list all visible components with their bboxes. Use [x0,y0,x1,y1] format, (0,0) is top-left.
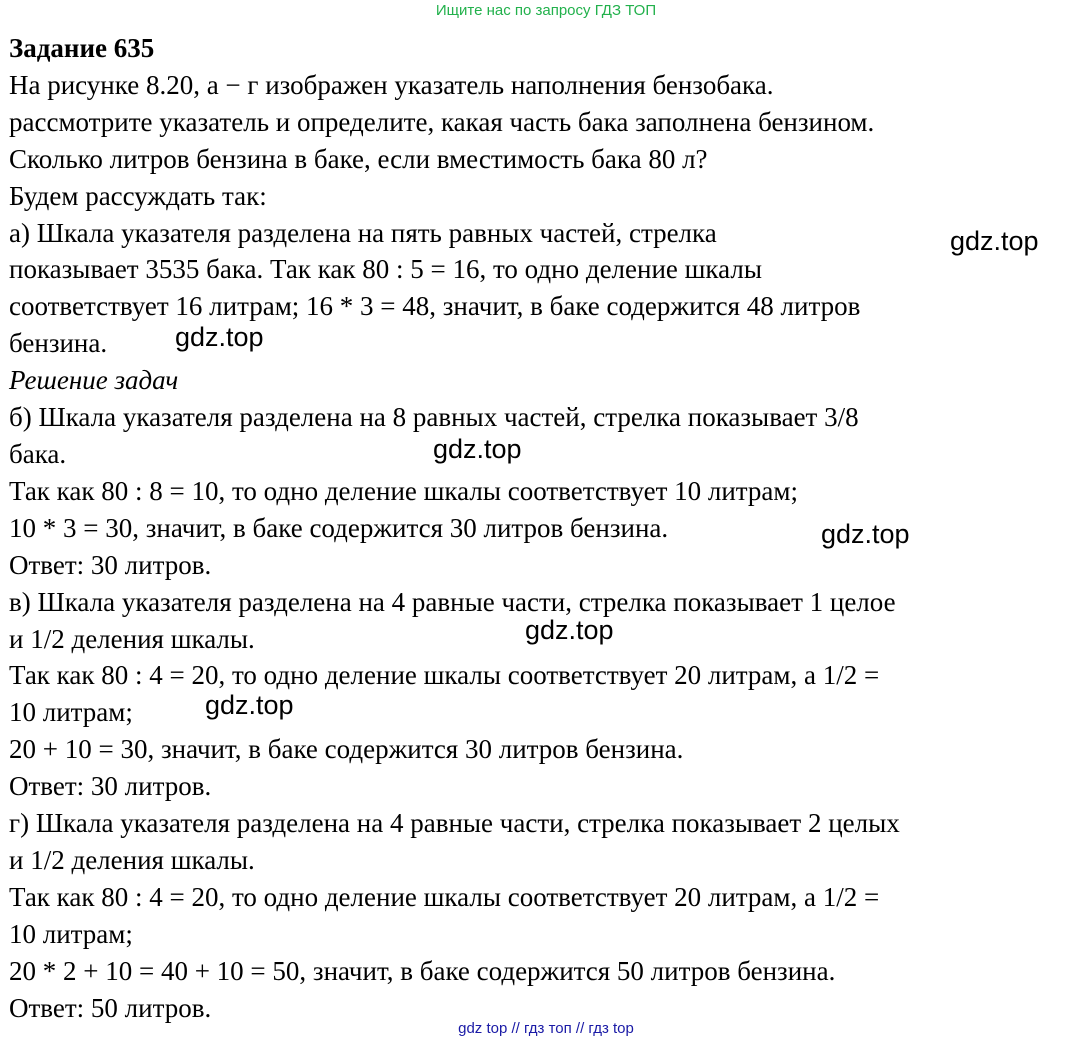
watermark: gdz.top [821,519,910,549]
search-hint-link[interactable]: Ищите нас по запросу ГДЗ ТОП [435,2,657,19]
text-line: 20 * 2 + 10 = 40 + 10 = 50, значит, в баке содержится 50 литров бензина. [9,955,836,986]
text-line: рассмотрите указатель и определите, какая часть бака заполнена бензином. [9,106,875,137]
text-line: бака. [9,438,67,469]
text-line: На рисунке 8.20, а − г изображен указатель наполнения бензобака. [9,69,774,100]
text-line: Будем рассуждать так: [9,180,267,211]
footer-links[interactable]: gdz top // гдз топ // гдз top [458,1020,634,1037]
answer-line: Ответ: 30 литров. [9,549,212,580]
text-line: Сколько литров бензина в баке, если вместимость бака 80 л? [9,143,708,174]
text-line: в) Шкала указателя разделена на 4 равные части, стрелка показывает 1 целое [9,586,896,617]
text-line: показывает 3535 бака. Так как 80 : 5 = 16, то одно деление шкалы [9,254,762,285]
text-line: Так как 80 : 4 = 20, то одно деление шкалы соответствует 20 литрам, а 1/2 = [9,660,880,691]
answer-line: Ответ: 50 литров. [9,992,212,1023]
section-subtitle: Решение задач [9,365,179,396]
text-line: б) Шкала указателя разделена на 8 равных частей, стрелка показывает 3/8 [9,402,859,433]
text-line: Так как 80 : 8 = 10, то одно деление шкалы соответствует 10 литрам; [9,475,798,506]
text-line: 10 литрам; [9,697,133,728]
text-line: и 1/2 деления шкалы. [9,844,255,875]
text-line: 20 + 10 = 30, значит, в баке содержится 30 литров бензина. [9,734,684,765]
task-title: Задание 635 [9,33,155,63]
watermark: gdz.top [175,322,264,352]
task-document [9,30,1085,1026]
watermark: gdz.top [205,690,294,720]
answer-line: Ответ: 30 литров. [9,771,212,802]
text-line: и 1/2 деления шкалы. [9,623,255,654]
text-line: г) Шкала указателя разделена на 4 равные части, стрелка показывает 2 целых [9,808,900,839]
text-line: а) Шкала указателя разделена на пять равных частей, стрелка [9,217,717,248]
text-line: соответствует 16 литрам; 16 * 3 = 48, значит, в баке содержится 48 литров [9,291,861,322]
text-line: бензина. [9,328,108,359]
watermark: gdz.top [525,615,614,645]
text-line: 10 литрам; [9,918,133,949]
text-line: 10 * 3 = 30, значит, в баке содержится 30 литров бензина. [9,512,669,543]
text-line: Так как 80 : 4 = 20, то одно деление шкалы соответствует 20 литрам, а 1/2 = [9,881,880,912]
watermark: gdz.top [433,434,522,464]
watermark: gdz.top [950,226,1039,256]
